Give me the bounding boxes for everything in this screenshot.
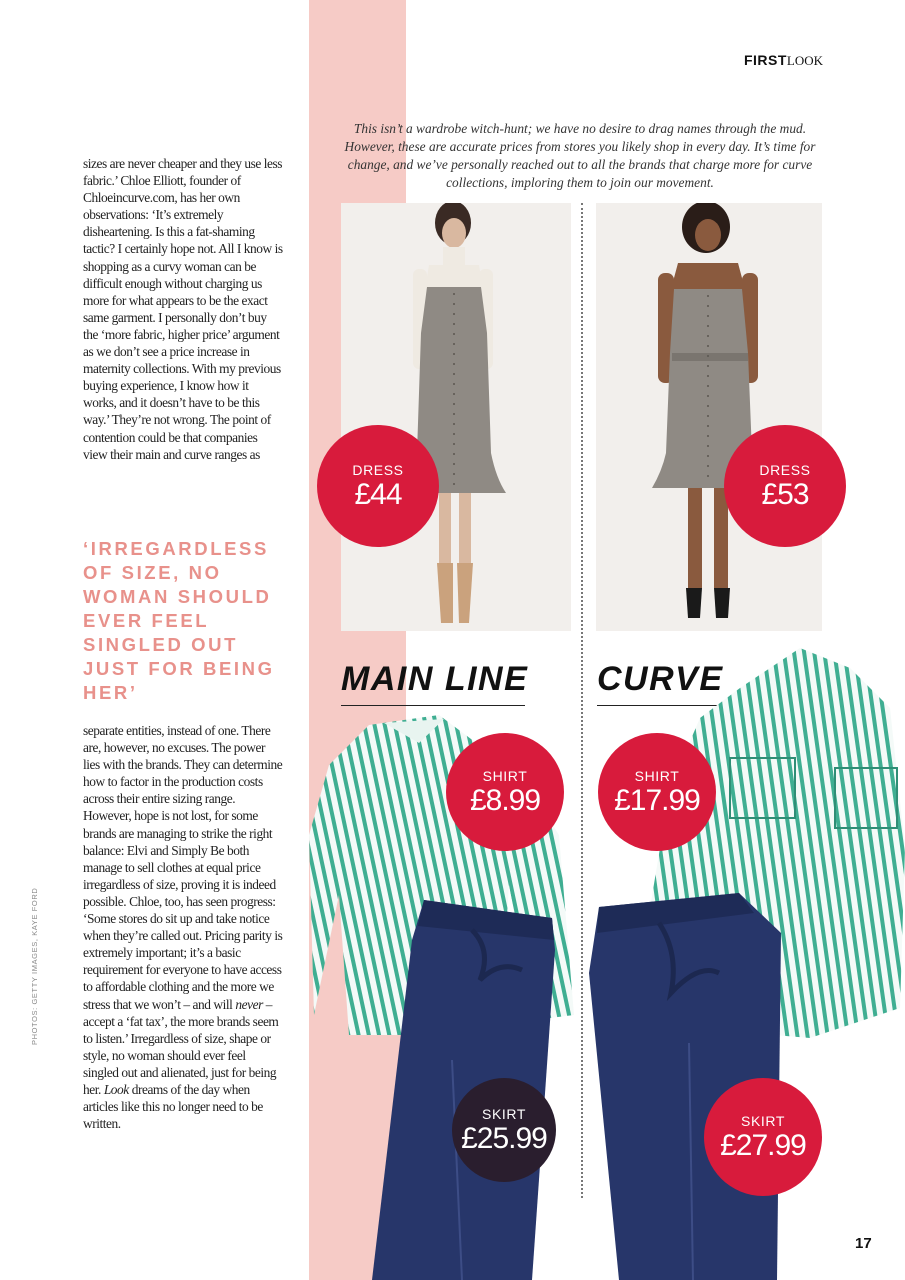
main-dress-label: DRESS <box>352 462 404 478</box>
article-text-bottom-b: – accept a ‘fat tax’, the more brands seem to listen.’ Irregardless of size, shape or style, no woman should ever feel singled out and alienated, just for being her. <box>83 996 279 1097</box>
article-text-top: sizes are never cheaper and they use less fabric.’ Chloe Elliott, founder of Chloeincurve.com, has her own observations: ‘It’s extremely disheartening. Is this a fat-shaming tactic? I certainly hope not. All I know is shopping as a curvy woman can be difficult enough without charging us more for what appears to be the exact same garment. I personally don’t buy the ‘more fabric, higher price’ argument as we don’t see a price increase in maternity collections. With my previous buying experience, I know how it works, and it doesn’t have to be this way.’ They’re not wrong. The point of contention could be that companies view their main and curve ranges as <box>83 156 283 462</box>
section-tag <box>744 52 823 69</box>
curve-dress-price-badge <box>724 425 846 547</box>
main-dress-price-badge <box>317 425 439 547</box>
page-number: 17 <box>855 1235 872 1252</box>
intro-text: This isn’t a wardrobe witch-hunt; we have no desire to drag names through the mud. However, these are accurate prices from stores you likely shop in every day. It’s time for change, and we’ve personally reached out to all the brands that charge more for curve collections, imploring them to join our movement. <box>344 121 816 190</box>
column-divider <box>581 203 583 1198</box>
main-shirt-price-badge <box>446 733 564 851</box>
section-tag-bold: FIRST <box>743 52 787 68</box>
article-text-bottom-a: separate entities, instead of one. There are, however, no excuses. The power lies with the brands. They can determine how to factor in the production costs across their entire sizing range. However, hope is not lost, for some brands are managing to strike the right balance: Elvi and Simply Be both manage to sell clothes at equal price irregardless of size, proving it is indeed possible. Chloe, too, has seen progress: ‘Some stores do sit up and take notice when they’re called out. Pricing parity is extremely important; it’s a basic requirement for everyone to have access to affordable clothing and the more we stress that we won’t – and will <box>83 723 283 1012</box>
curve-skirt-label: SKIRT <box>741 1113 785 1129</box>
main-line-title: MAIN LINE <box>341 660 525 706</box>
curve-shirt-label: SHIRT <box>634 768 680 784</box>
main-shirt-price: £8.99 <box>469 784 541 817</box>
curve-dress-price: £53 <box>761 478 809 511</box>
main-dress-price: £44 <box>354 478 402 511</box>
pull-quote: ‘IRREGARDLESS OF SIZE, NO WOMAN SHOULD EVER FEEL SINGLED OUT JUST FOR BEING HER’ <box>83 538 275 703</box>
main-skirt-label: SKIRT <box>482 1106 526 1122</box>
article-emphasis-never: never <box>235 996 263 1012</box>
article-text-bottom <box>83 722 283 1132</box>
curve-dress-label: DRESS <box>759 462 811 478</box>
curve-skirt-price-badge <box>704 1078 822 1196</box>
main-skirt-price: £25.99 <box>461 1122 547 1155</box>
curve-shirt-price-badge <box>598 733 716 851</box>
article-emphasis-look: Look <box>103 1081 129 1097</box>
photo-credit: PHOTOS: GETTY IMAGES, KAYE FORD <box>30 887 39 1045</box>
article-text-bottom-c: dreams of the day when articles like this no longer need to be written. <box>83 1081 263 1132</box>
section-tag-light: LOOK <box>786 53 823 68</box>
main-line-dress-photo <box>341 203 571 631</box>
curve-dress-photo <box>596 203 822 631</box>
curve-title: CURVE <box>597 660 719 706</box>
curve-shirt-price: £17.99 <box>614 784 700 817</box>
main-skirt-price-badge <box>452 1078 556 1182</box>
main-shirt-label: SHIRT <box>482 768 528 784</box>
curve-skirt-price: £27.99 <box>720 1129 806 1162</box>
